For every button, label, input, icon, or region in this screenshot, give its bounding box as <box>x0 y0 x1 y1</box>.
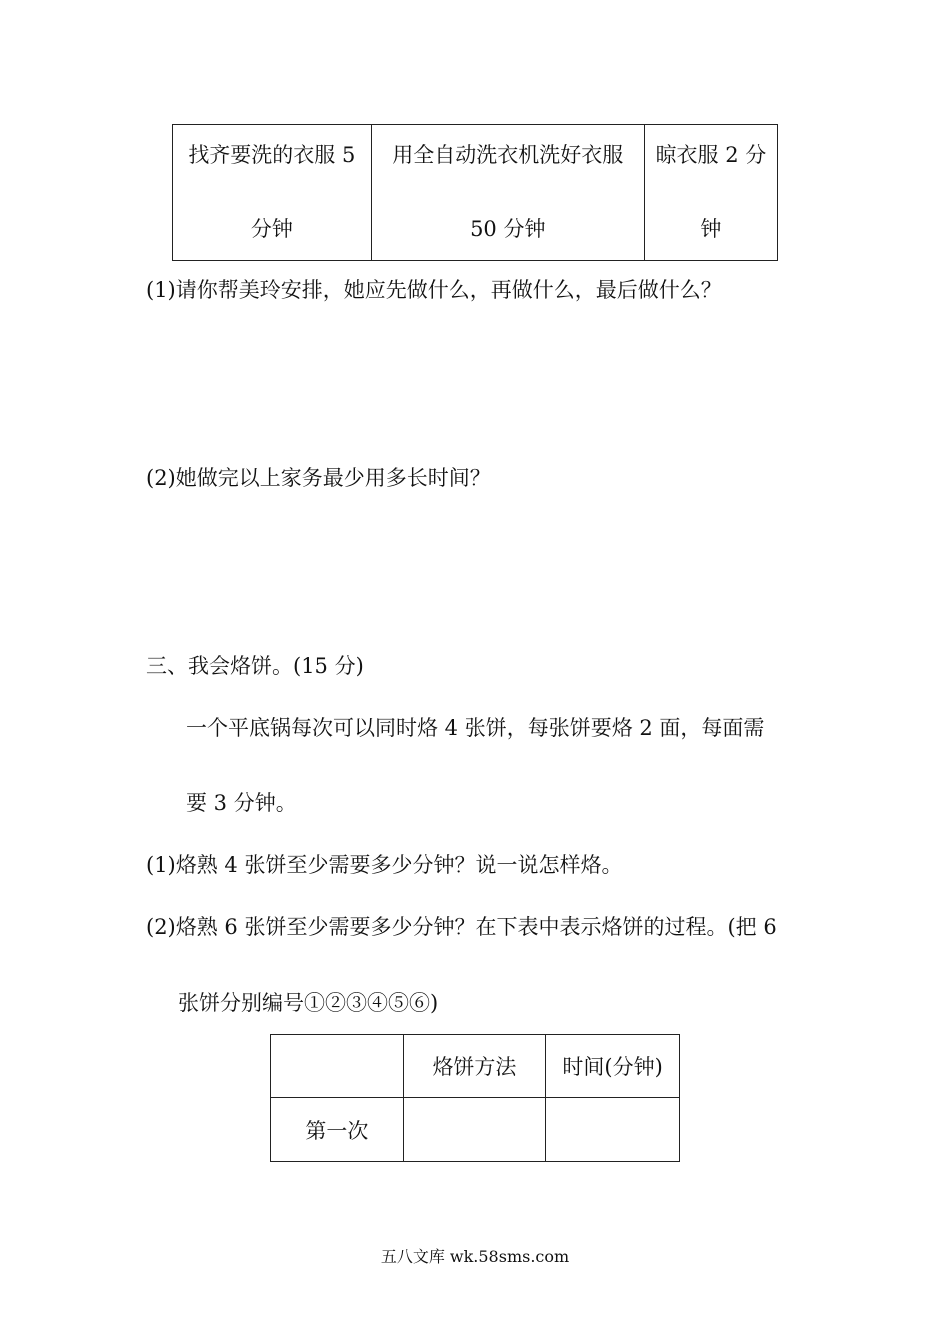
footer-watermark: 五八文库 wk.58sms.com <box>380 1247 570 1266</box>
tasks-table <box>172 124 778 261</box>
section-3-heading: 三、我会烙饼。(15 分) <box>146 654 364 678</box>
pancake-row-label: 第一次 <box>271 1098 404 1162</box>
question-1: (1)请你帮美玲安排，她应先做什么，再做什么，最后做什么？ <box>146 278 722 302</box>
section-3-question-2-line-1: (2)烙熟 6 张饼至少需要多少分钟？在下表中表示烙饼的过程。(把 6 <box>146 915 777 939</box>
task-cell-find-clothes: 找齐要洗的衣服 5 分钟 <box>173 125 372 261</box>
section-3-intro-line-1: 一个平底锅每次可以同时烙 4 张饼，每张饼要烙 2 面，每面需 <box>186 716 765 740</box>
task-cell-wash-clothes: 用全自动洗衣机洗好衣服 50 分钟 <box>371 125 644 261</box>
pancake-header-blank <box>271 1035 404 1098</box>
pancake-method-input-cell[interactable] <box>403 1098 546 1162</box>
pancake-time-input-cell[interactable] <box>546 1098 680 1162</box>
pancake-header-method: 烙饼方法 <box>403 1035 546 1098</box>
pancake-table <box>270 1034 680 1162</box>
pancake-header-time: 时间(分钟) <box>546 1035 680 1098</box>
question-2: (2)她做完以上家务最少用多长时间？ <box>146 466 491 490</box>
task-cell-hang-clothes: 晾衣服 2 分 钟 <box>644 125 777 261</box>
section-3-question-2-line-2: 张饼分别编号①②③④⑤⑥) <box>178 991 439 1015</box>
section-3-intro-line-2: 要 3 分钟。 <box>186 791 297 815</box>
section-3-question-1: (1)烙熟 4 张饼至少需要多少分钟？说一说怎样烙。 <box>146 853 623 877</box>
